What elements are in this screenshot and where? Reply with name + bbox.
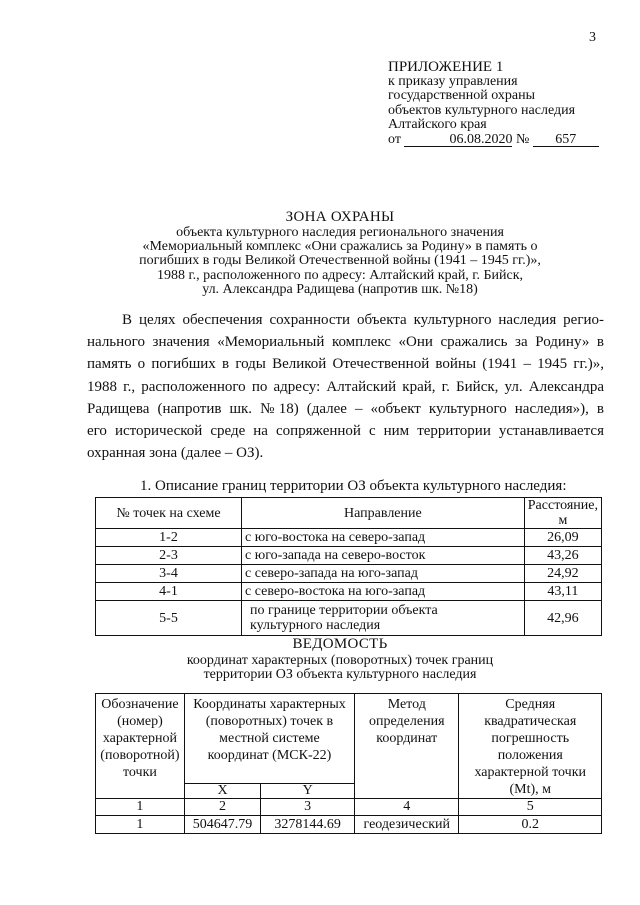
cell-direction: с северо-запада на юго-запад [242,565,525,583]
cell-points: 1-2 [96,529,242,547]
cell-direction: по границе территории объекта культурного наследия [242,601,525,636]
vedomost-title: ВЕДОМОСТЬ [292,636,388,652]
cell-distance: 42,96 [524,601,601,636]
header-distance: Расстояние, м [524,498,601,529]
header-direction: Направление [242,498,525,529]
column-number: 2 [184,799,260,816]
cell-point: 1 [96,816,185,834]
zone-subtitle-line: объекта культурного наследия регионального значения [176,225,504,240]
vedomost-subtitle-line: территории ОЗ объекта культурного наследия [203,667,477,683]
appendix-line: Алтайского края [388,117,487,132]
table-header-row [96,694,602,784]
paragraph-line: нального значения «Мемориальный комплекс «Они сражались за Родину» в [87,334,604,351]
header-designation: Обозначение (номер) характерной (поворотной) точки [96,694,185,799]
cell-points: 2-3 [96,547,242,565]
cell-y: 3278144.69 [261,816,355,834]
appendix-line: к приказу управления [388,73,518,89]
table-row [96,816,602,834]
appendix-block [388,60,599,147]
table-row [96,547,602,565]
intro-paragraph [87,309,604,464]
appendix-date-line [388,133,599,148]
zone-subtitle-line: погибших в годы Великой Отечественной войны (1941 – 1945 гг.)», [139,253,541,269]
vedomost-subtitle-line: координат характерных (поворотных) точек границ [186,653,494,668]
paragraph-line: охранная зона (далее – ОЗ). [87,445,264,462]
page-number: 3 [589,30,596,45]
header-error: Средняя квадратическая погрешность положения характерной точки (Mt), м [459,694,602,799]
paragraph-line: память о погибших в годы Великой Отечественной войны (1941 – 1945 гг.)», [87,356,604,373]
cell-direction: с северо-востока на юго-запад [242,583,525,601]
cell-points: 3-4 [96,565,242,583]
column-number: 4 [355,799,459,816]
header-points: № точек на схеме [96,498,242,529]
cell-points: 5-5 [96,601,242,636]
column-number: 1 [96,799,185,816]
date-prefix: от [388,131,401,147]
zone-subtitle-line: 1988 г., расположенного по адресу: Алтайский край, г. Бийск, [156,267,524,283]
cell-distance: 43,26 [524,547,601,565]
cell-distance: 26,09 [524,529,601,547]
paragraph-line: Радищева (напротив шк. №18) (далее – «объект культурного наследия»), в [87,400,604,417]
vedomost-subtitle [40,654,640,682]
order-date: 06.08.2020 [404,133,512,147]
appendix-line: государственной охраны [388,88,536,103]
cell-x: 504647.79 [184,816,260,834]
paragraph-line: его исторической среде на сопряженной с ним территории устанавливается [87,423,604,440]
header-y: Y [261,783,355,798]
paragraph-line: В целях обеспечения сохранности объекта культурного наследия регио- [122,312,604,328]
table-row [96,583,602,601]
cell-error: 0.2 [459,816,602,834]
cell-points: 4-1 [96,583,242,601]
zone-subtitle-line: ул. Александра Радищева (напротив шк. №18) [202,281,478,297]
cell-direction: с юго-запада на северо-восток [242,547,525,565]
paragraph-line: 1988 г., расположенного по адресу: Алтайский край, г. Бийск, ул. Александра [87,378,604,395]
column-number-row [96,799,602,816]
zone-subtitle-line: «Мемориальный комплекс «Они сражались за Родину» в память о [142,239,538,255]
coordinates-table [95,693,602,834]
table-row [96,529,602,547]
zone-subtitle [40,226,640,297]
cell-distance: 43,11 [524,583,601,601]
appendix-line: объектов культурного наследия [388,102,576,118]
header-method: Метод определения координат [355,694,459,799]
zone-title: ЗОНА ОХРАНЫ [285,209,395,225]
order-number: 657 [533,133,599,147]
table-row [96,565,602,583]
cell-distance: 24,92 [524,565,601,583]
table-row [96,601,602,636]
header-coordinates: Координаты характерных (поворотных) точек в местной системе координат (МСК-22) [184,694,354,784]
appendix-title: ПРИЛОЖЕНИЕ 1 [388,59,504,75]
section-1-title: 1. Описание границ территории ОЗ объекта культурного наследия: [140,478,567,494]
table-header-row [96,498,602,529]
boundary-table [95,497,602,636]
cell-direction: с юго-востока на северо-запад [242,529,525,547]
column-number: 5 [459,799,602,816]
header-x: X [184,783,260,798]
cell-method: геодезический [355,816,459,834]
number-label: № [515,131,530,147]
column-number: 3 [261,799,355,816]
